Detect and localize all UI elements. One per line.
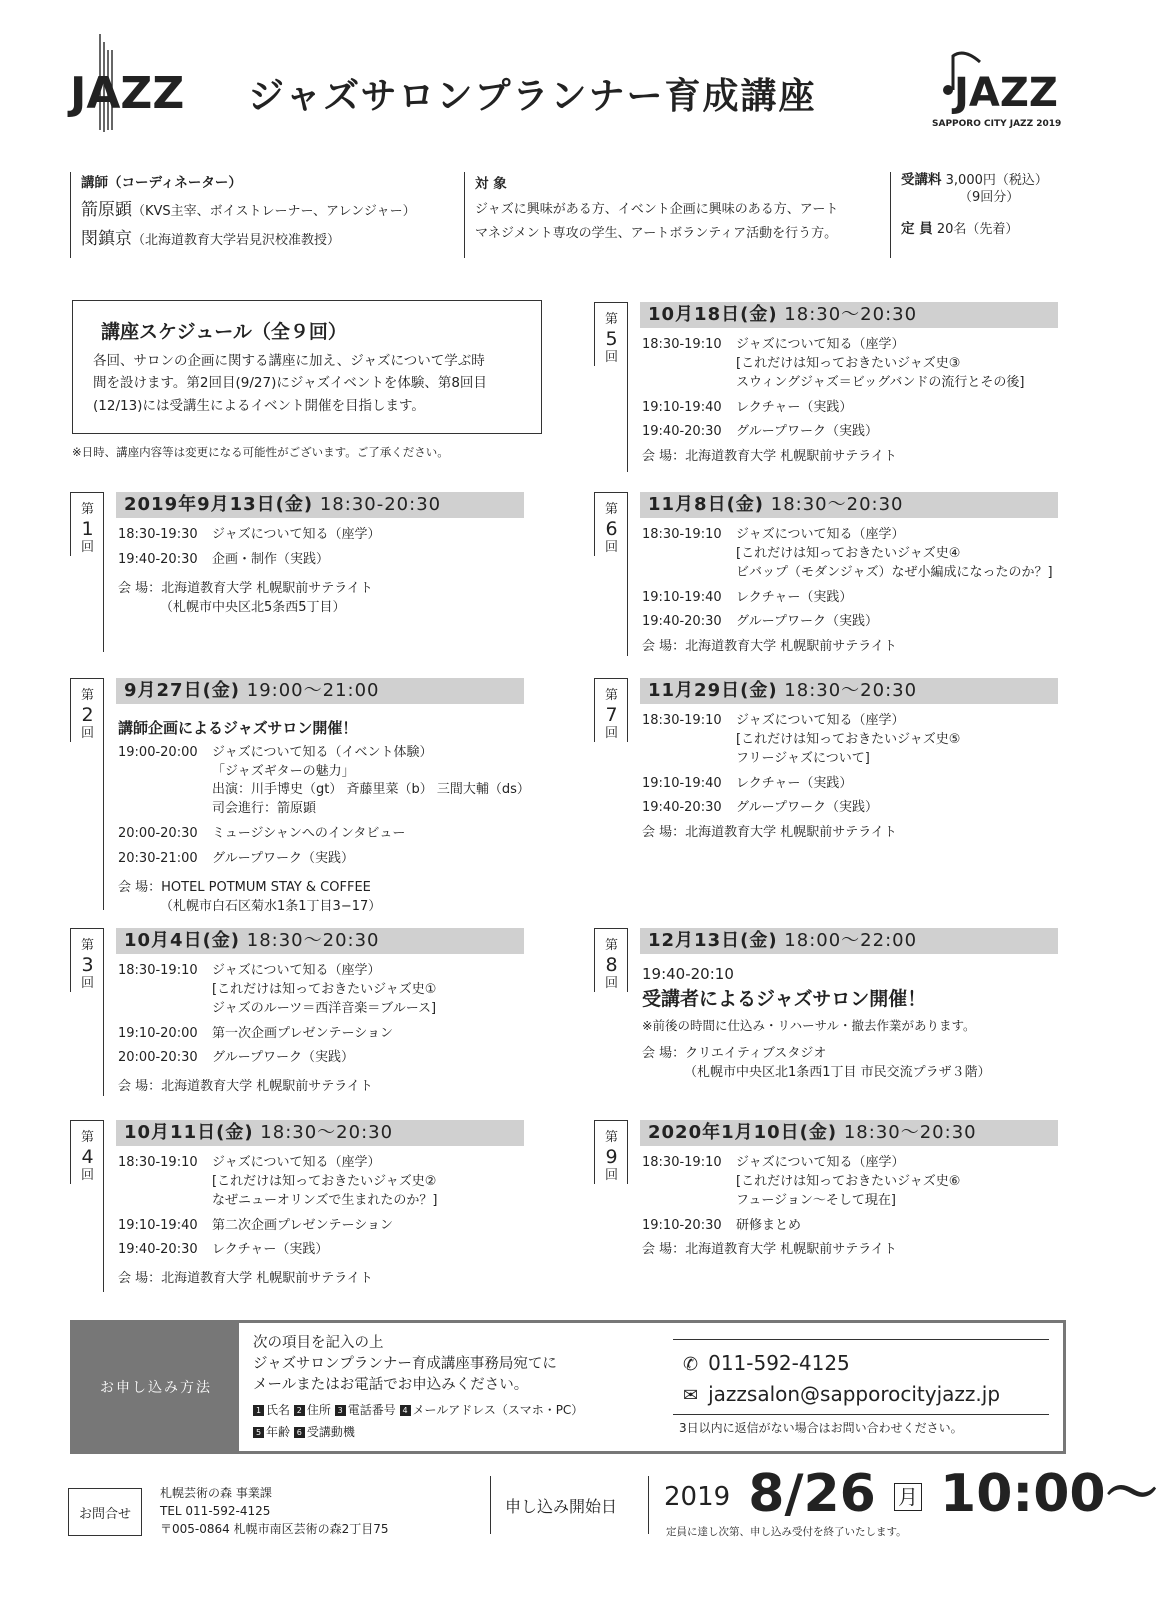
- session-subheading: 受講者によるジャズサロン開催！: [642, 987, 927, 1010]
- start-date: 8/26: [748, 1464, 876, 1524]
- session-4: 第 4 回 10月11日(金) 18:30～20:30 18:30-19:10 ジャズについて知る（座学） [これだけは知っておきたいジャズ史② なぜニューオリンズで生まれたのか？] 19:10-19:40 第二次企画プレゼンテーション 19:40-20:30 レクチャー（実践） 会 場：北海道教育大学 札幌駅前サテライト: [70, 1120, 550, 1292]
- fee-note: （9回分）: [959, 189, 1020, 205]
- session-date-header: 10月4日(金) 18:30～20:30: [116, 928, 524, 954]
- sapporo-city-jazz-logo: [932, 42, 1070, 132]
- session-number-tab: 第 8 回: [594, 928, 628, 992]
- phone-icon: ✆: [683, 1354, 699, 1375]
- instructor2-note: （北海道教育大学岩見沢校准教授）: [132, 233, 341, 249]
- application-box: [70, 1320, 1066, 1454]
- instructor1-name: 箭原顕: [81, 199, 132, 220]
- contact-block: [673, 1339, 1049, 1415]
- session-3: 第 3 回 10月4日(金) 18:30～20:30 18:30-19:10 ジャズについて知る（座学） [これだけは知っておきたいジャズ史① ジャズのルーツ＝西洋音楽＝ブルース] 19:10-20:00 第一次企画プレゼンテーション 20:00-20:30 グループワーク（実践） 会 場：北海道教育大学 札幌駅前サテライト: [70, 928, 550, 1096]
- venue-address: （札幌市白石区菊水1条1丁目3−17）: [160, 898, 382, 914]
- venue: 会 場：北海道教育大学 札幌駅前サテライト: [118, 1271, 373, 1287]
- target-label: 対 象: [475, 176, 507, 192]
- venue: 会 場：北海道教育大学 札幌駅前サテライト: [118, 1079, 373, 1095]
- start-datetime: [664, 1464, 1158, 1524]
- target-line2: マネジメント専攻の学生、アートボランティア活動を行う方。: [475, 226, 838, 242]
- svg-text:SAPPORO CITY JAZZ 2019: SAPPORO CITY JAZZ 2019: [932, 119, 1062, 129]
- session-date-header: 2019年9月13日(金) 18:30-20:30: [116, 492, 524, 518]
- target-line1: ジャズに興味がある方、イベント企画に興味のある方、アート: [475, 201, 839, 217]
- venue: 会 場：北海道教育大学 札幌駅前サテライト: [642, 639, 897, 655]
- session-date-header: 9月27日(金) 19:00～21:00: [116, 678, 524, 704]
- session-number-tab: 第 1 回: [70, 492, 104, 556]
- venue: 会 場：北海道教育大学 札幌駅前サテライト: [642, 825, 897, 841]
- capacity-label: 定 員: [901, 220, 933, 237]
- application-label: お申し込み方法: [73, 1323, 239, 1451]
- session-subheading: 講師企画によるジャズサロン開催！: [118, 719, 358, 737]
- venue-address: （札幌市中央区北1条西1丁目 市民交流プラザ３階）: [684, 1065, 991, 1081]
- apply-line1: 次の項目を記入の上: [253, 1335, 384, 1351]
- fee-info: [890, 172, 1081, 258]
- session-7: 第 7 回 11月29日(金) 18:30～20:30 18:30-19:10 ジャズについて知る（座学） [これだけは知っておきたいジャズ史⑤ フリージャズについて] 19:10-19:40 レクチャー（実践） 19:40-20:30 グループワーク（実践） 会 場：北海道教育大学 札幌駅前サテライト: [594, 678, 1074, 846]
- inquiry-label: お問合せ: [68, 1488, 142, 1536]
- instructor-label: 講師（コーディネーター）: [81, 175, 242, 191]
- apply-line3: メールまたはお電話でお申込みください。: [253, 1377, 529, 1394]
- session-date-header: 11月29日(金) 18:30～20:30: [640, 678, 1058, 704]
- instructor2-name: 閔鎮京: [81, 229, 132, 250]
- mail-icon: ✉: [683, 1385, 699, 1406]
- apply-line2: ジャズサロンプランナー育成講座事務局宛てに: [253, 1356, 557, 1373]
- schedule-line2: 間を設けます。第2回目(9/27)にジャズイベントを体験、第8回目: [93, 375, 487, 392]
- session-number-tab: 第 7 回: [594, 678, 628, 742]
- session-date-header: 11月8日(金) 18:30～20:30: [640, 492, 1058, 518]
- session-1: 第 1 回 2019年9月13日(金) 18:30-20:30 18:30-19:30 ジャズについて知る（座学） 19:40-20:30 企画・制作（実践） 会 場：北海道教育大学 札幌駅前サテライト （札幌市中央区北5条西5丁目）: [70, 492, 550, 652]
- schedule-title: 講座スケジュール（全９回）: [101, 321, 347, 343]
- venue: 会 場：クリエイティブスタジオ: [642, 1046, 827, 1062]
- footer-divider: [490, 1476, 491, 1534]
- inquiry-org: 札幌芸術の森 事業課: [160, 1486, 272, 1500]
- session-number-tab: 第 6 回: [594, 492, 628, 556]
- jazz-logo-left: [68, 30, 185, 140]
- start-time: 10:00～: [940, 1464, 1158, 1524]
- schedule-note: ※日時、講座内容等は変更になる可能性がございます。ご了承ください。: [72, 445, 449, 459]
- session-number-tab: 第 4 回: [70, 1120, 104, 1184]
- inquiry-info: [160, 1484, 389, 1538]
- session-8: [594, 928, 1074, 1098]
- session-date-header: 10月11日(金) 18:30～20:30: [116, 1120, 524, 1146]
- required-items: 1 氏名 2 住所 3 電話番号 4 メールアドレス（スマホ・PC） 5 年齢 6 受講動機: [253, 1400, 583, 1443]
- svg-text:JAZZ: JAZZ: [954, 70, 1058, 116]
- start-year: 2019: [664, 1482, 731, 1512]
- session-number-tab: 第 9 回: [594, 1120, 628, 1184]
- schedule-line3: (12/13)には受講生によるイベント開催を目指します。: [93, 397, 425, 414]
- venue-address: （札幌市中央区北5条西5丁目）: [160, 599, 346, 615]
- instructor1-note: （KVS主宰、ボイストレーナー、アレンジャー）: [132, 203, 416, 219]
- start-label: 申し込み開始日: [505, 1497, 618, 1516]
- target-info: [464, 172, 885, 258]
- schedule-summary-box: [72, 300, 542, 434]
- instructor-info: [70, 172, 441, 258]
- venue: 会 場：北海道教育大学 札幌駅前サテライト: [642, 449, 897, 465]
- session-2: 第 2 回 9月27日(金) 19:00～21:00 講師企画によるジャズサロン開催！ 19:00-20:00 ジャズについて知る（イベント体験） 「ジャズギターの魅力」 出演：川手博史（gt） 斉藤里菜（b） 三間大輔（ds） 司会進行：箭原顕 20:00-20:30 ミュージシャンへのインタビュー 20:30-21:00 グループワーク（実践） 会 場：HOTEL POTMUM STAY & COFFEE （札幌市白石区菊水1条1丁目3−17）: [70, 678, 550, 910]
- venue: 会 場：北海道教育大学 札幌駅前サテライト: [642, 1242, 897, 1258]
- session-date-header: 12月13日(金) 18:00～22:00: [640, 928, 1058, 954]
- session-5: 第 5 回 10月18日(金) 18:30～20:30 18:30-19:10 ジャズについて知る（座学） [これだけは知っておきたいジャズ史③ スウィングジャズ＝ビッグバンドの流行とその後] 19:10-19:40 レクチャー（実践） 19:40-20:30 グループワーク（実践） 会 場：北海道教育大学 札幌駅前サテライト: [594, 302, 1074, 472]
- inquiry-tel: TEL 011-592-4125: [160, 1504, 271, 1518]
- page-title: ジャズサロンプランナー育成講座: [248, 76, 817, 117]
- start-note: 定員に達し次第、申し込み受付を終了いたします。: [666, 1526, 907, 1538]
- session-9: 第 9 回 2020年1月10日(金) 18:30～20:30 18:30-19:10 ジャズについて知る（座学） [これだけは知っておきたいジャズ史⑥ フュージョン〜そして現在] 19:10-20:30 研修まとめ 会 場：北海道教育大学 札幌駅前サテライト: [594, 1120, 1074, 1270]
- footer-divider: [648, 1476, 649, 1534]
- session-number-tab: 第 2 回: [70, 678, 104, 742]
- session-note: ※前後の時間に仕込み・リハーサル・撤去作業があります。: [642, 1018, 976, 1034]
- session-date-header: 10月18日(金) 18:30～20:30: [640, 302, 1058, 328]
- fee-value: 3,000円（税込）: [945, 173, 1048, 188]
- venue: 会 場：北海道教育大学 札幌駅前サテライト: [118, 580, 373, 596]
- start-weekday: 月: [894, 1483, 922, 1511]
- email-address[interactable]: jazzsalon@sapporocityjazz.jp: [708, 1382, 1001, 1406]
- session-subtime: 19:40-20:10: [642, 965, 734, 983]
- svg-text:JAZZ: JAZZ: [70, 68, 185, 119]
- phone-number[interactable]: 011-592-4125: [708, 1351, 850, 1375]
- reply-note: 3日以内に返信がない場合はお問い合わせください。: [679, 1421, 963, 1435]
- venue: 会 場：HOTEL POTMUM STAY & COFFEE: [118, 879, 371, 895]
- session-date-header: 2020年1月10日(金) 18:30～20:30: [640, 1120, 1058, 1146]
- schedule-line1: 各回、サロンの企画に関する講座に加え、ジャズについて学ぶ時: [93, 353, 485, 369]
- inquiry-address: 〒005-0864 札幌市南区芸術の森2丁目75: [160, 1522, 389, 1536]
- session-number-tab: 第 3 回: [70, 928, 104, 992]
- session-6: 第 6 回 11月8日(金) 18:30～20:30 18:30-19:10 ジャズについて知る（座学） [これだけは知っておきたいジャズ史④ ビバップ（モダンジャズ）なぜ小編成になったのか？] 19:10-19:40 レクチャー（実践） 19:40-20:30 グループワーク（実践） 会 場：北海道教育大学 札幌駅前サテライト: [594, 492, 1074, 656]
- fee-label: 受講料: [901, 172, 942, 188]
- session-number-tab: 第 5 回: [594, 302, 628, 366]
- capacity-value: 20名（先着）: [936, 221, 1019, 237]
